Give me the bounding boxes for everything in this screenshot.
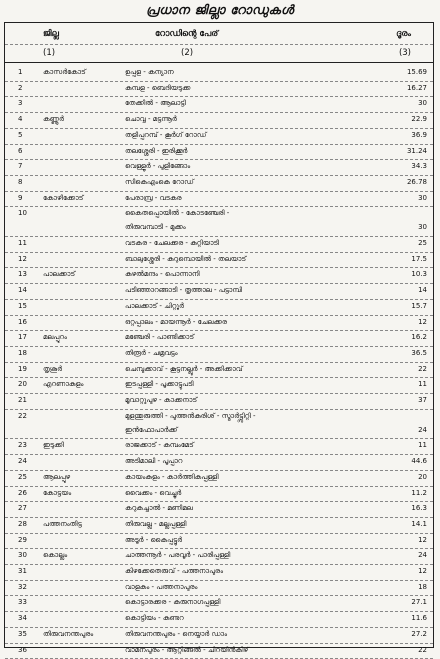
row-number: 29: [18, 536, 27, 544]
road-name: തേക്കിൽ - ആലാട്ടി: [125, 99, 186, 108]
table-row: [5, 160, 433, 176]
road-length: 30: [418, 99, 427, 107]
row-number: 23: [18, 441, 27, 449]
district-name: ആലപ്പുഴ: [43, 473, 70, 482]
col-number-1: (1): [43, 48, 55, 58]
row-number: 33: [18, 598, 27, 606]
row-number: 2: [18, 84, 22, 92]
road-length: 18: [418, 583, 427, 591]
road-length: 25: [418, 239, 427, 247]
table-row: [5, 455, 433, 471]
row-number: 26: [18, 489, 27, 497]
table-row: [5, 471, 433, 487]
row-number: 21: [18, 396, 27, 404]
table-row: [5, 66, 433, 82]
road-length: 27.2: [411, 630, 427, 638]
row-number: 30: [18, 551, 27, 559]
road-name: തലശ്ശേരി - ഇരിക്കൂർ: [125, 147, 187, 156]
table-row: [5, 284, 433, 300]
district-name: പാലക്കാട്: [43, 270, 75, 279]
table-row: [5, 300, 433, 316]
header-district: ജില്ല: [43, 29, 59, 39]
road-length: 30: [418, 223, 427, 231]
row-number: 1: [18, 68, 22, 76]
table-row: [5, 331, 433, 347]
table-row: [5, 518, 433, 534]
district-name: മലപ്പുറം: [43, 333, 67, 342]
district-name: കണ്ണൂർ: [43, 115, 64, 124]
header-road-name: റോഡിന്റെ പേര്: [155, 29, 218, 39]
district-name: തിരുവനന്തപുരം: [43, 630, 93, 639]
road-name: അടൂർ - കൈപ്പട്ടൂർ: [125, 536, 182, 545]
row-number: 9: [18, 194, 22, 202]
road-length: 22: [418, 646, 427, 654]
row-number: 5: [18, 131, 22, 139]
row-number: 10: [18, 209, 27, 217]
row-number: 35: [18, 630, 27, 638]
row-number: 31: [18, 567, 27, 575]
table-row: [5, 268, 433, 284]
row-number: 12: [18, 255, 27, 263]
district-name: എറണാകുളം: [43, 380, 83, 389]
road-length: 30: [418, 194, 427, 202]
row-number: 36: [18, 646, 27, 654]
road-name: സികെഎംകെ റോഡ്: [125, 178, 194, 187]
table-row: [5, 192, 433, 208]
road-length: 11.2: [411, 489, 427, 497]
road-length: 11.6: [411, 614, 427, 622]
table-row: [5, 565, 433, 581]
road-length: 31.24: [407, 147, 427, 155]
road-name: മുളന്തുരുത്തി - പുത്തൻകുരിശ് - സ്മാർട്ട്സിറ്റി -: [125, 412, 256, 421]
road-length: 16.2: [411, 333, 427, 341]
district-name: കോഴിക്കോട്: [43, 194, 83, 203]
road-length: 26.78: [407, 178, 427, 186]
road-length: 20: [418, 473, 427, 481]
road-name: പേരാമ്പ്ര - വടകര: [125, 194, 182, 203]
road-length: 34.3: [411, 162, 427, 170]
table-row: [5, 549, 433, 565]
road-length: 36.9: [411, 131, 427, 139]
road-name: വൈക്കം - വെച്ചൂർ: [125, 489, 181, 498]
road-name: കിഴക്കേതെരുവ് - പത്തനാപുരം: [125, 567, 223, 576]
road-length: 12: [418, 567, 427, 575]
road-length: 17.5: [411, 255, 427, 263]
road-name: ഇടപ്പള്ളി - പൂക്കാട്ടുപടി: [125, 380, 193, 389]
table-row: [5, 502, 433, 518]
table-row: [5, 394, 433, 410]
row-number: 34: [18, 614, 27, 622]
table-row: [5, 596, 433, 612]
road-name: പടിഞ്ഞാറങ്ങാടി - തൃത്താല - പട്ടാമ്പി: [125, 286, 242, 295]
road-name: തിരൂർ - ചമ്രവട്ടം: [125, 349, 178, 358]
row-number: 20: [18, 380, 27, 388]
table-row: [5, 581, 433, 597]
road-name: കുമ്പള - ബെദിയടുക്ക: [125, 84, 190, 93]
road-name: കറുകച്ചാൽ - മണിമല: [125, 504, 193, 513]
road-length: 44.6: [411, 457, 427, 465]
table-row: [5, 253, 433, 269]
page-title: പ്രധാന ജില്ലാ റോഡുകൾ: [0, 2, 440, 18]
header-distance: ദൂരം: [396, 29, 411, 39]
table-row: [5, 176, 433, 192]
table-row: [5, 145, 433, 161]
road-length: 27.1: [411, 598, 427, 606]
table-row: [5, 644, 433, 659]
col-number-3: (3): [399, 48, 411, 58]
road-name: കൊട്ടിയം - കുണ്ടറ: [125, 614, 184, 623]
col-number-2: (2): [181, 48, 193, 58]
road-length: 37: [418, 396, 427, 404]
road-name: ചൊവ്വ - മട്ടന്നൂർ: [125, 115, 177, 124]
header-divider: [5, 44, 433, 45]
row-number: 18: [18, 349, 27, 357]
road-length: 14.1: [411, 520, 427, 528]
row-number: 28: [18, 520, 27, 528]
row-number: 6: [18, 147, 22, 155]
row-number: 24: [18, 457, 27, 465]
district-name: ഇടുക്കി: [43, 441, 64, 450]
road-length: 15.69: [407, 68, 427, 76]
district-name: കോട്ടയം: [43, 489, 71, 498]
road-name: മൂവാറ്റുപുഴ - കാക്കനാട്: [125, 396, 197, 405]
road-length: 10.3: [411, 270, 427, 278]
table-row: [5, 129, 433, 145]
road-name: വാളകം - പത്തനാപുരം: [125, 583, 197, 592]
table-row: [5, 410, 433, 440]
road-name: കായംകുളം - കാർത്തികപ്പള്ളി: [125, 473, 219, 482]
table-row: [5, 207, 433, 237]
road-name: രാജക്കാട് - കമ്പംമേട്: [125, 441, 194, 450]
row-number: 25: [18, 473, 27, 481]
road-length: 22.9: [411, 115, 427, 123]
road-name: ചെമ്പുക്കാവ് - കൂട്ടനല്ലൂർ - അക്കിക്കാവ്: [125, 365, 243, 374]
table-row: [5, 612, 433, 628]
road-name: അടിമാലി - പൂപ്പാറ: [125, 457, 182, 466]
road-length: 14: [418, 286, 427, 294]
road-length: 12: [418, 318, 427, 326]
road-length: 36.5: [411, 349, 427, 357]
table-row: [5, 487, 433, 503]
road-name: ചാത്തന്നൂർ - പരവൂർ - പാരിപ്പള്ളി: [125, 551, 230, 560]
table-row: [5, 316, 433, 332]
row-number: 13: [18, 270, 27, 278]
table-row: [5, 237, 433, 253]
district-name: കാസർകോട്: [43, 68, 86, 77]
table-row: [5, 113, 433, 129]
road-name: ഉപ്പള - കന്യാന: [125, 68, 174, 77]
road-name-continued: ഇൻഫോപാർക്ക്: [125, 426, 178, 435]
road-name: ബാലുശ്ശേരി - കുറുമ്പൊയിൽ - തലയാട്: [125, 255, 246, 264]
table-row: [5, 97, 433, 113]
row-number: 22: [18, 412, 27, 420]
roads-table: [4, 22, 434, 648]
road-name: തിരുവനന്തപുരം - നെയ്യാർ ഡാം: [125, 630, 227, 639]
road-name: വടകര - ചേലക്കര - കുറ്റിയാടി: [125, 239, 219, 248]
district-name: തൃശൂർ: [43, 365, 62, 374]
road-length: 12: [418, 536, 427, 544]
table-row: [5, 628, 433, 644]
row-number: 11: [18, 239, 27, 247]
road-length: 22: [418, 365, 427, 373]
row-number: 32: [18, 583, 27, 591]
district-name: പത്തനംതിട്ട: [43, 520, 82, 529]
road-name: വെള്ളൂർ - പുളിങ്ങോം: [125, 162, 190, 171]
row-number: 16: [18, 318, 27, 326]
road-name: പാലക്കാട് - ചിറ്റൂർ: [125, 302, 184, 311]
table-row: [5, 347, 433, 363]
table-row: [5, 534, 433, 550]
row-number: 27: [18, 504, 27, 512]
district-name: കൊല്ലം: [43, 551, 67, 560]
road-length: 11: [418, 441, 427, 449]
row-number: 17: [18, 333, 27, 341]
table-row: [5, 439, 433, 455]
table-row: [5, 363, 433, 379]
row-number: 7: [18, 162, 22, 170]
road-length: 16.3: [411, 504, 427, 512]
table-row: [5, 82, 433, 98]
row-number: 8: [18, 178, 22, 186]
row-number: 4: [18, 115, 22, 123]
road-name: കൊട്ടാരക്കര - കരുനാഗപ്പള്ളി: [125, 598, 220, 607]
road-name-continued: തിരുവമ്പാടി - മുക്കം: [125, 223, 186, 232]
road-length: 24: [418, 551, 427, 559]
road-name: മഞ്ചേരി - പാണ്ടിക്കാട്: [125, 333, 194, 342]
road-name: ഒറ്റപ്പാലം - മായന്നൂർ - ചേലക്കര: [125, 318, 227, 327]
road-name: വാമനപുരം - ആറ്റിങ്ങൽ - ചിറയിൻകീഴ്: [125, 646, 248, 655]
road-name: കൈതപ്പൊയിൽ - കോടഞ്ചേരി -: [125, 209, 229, 218]
row-number: 15: [18, 302, 27, 310]
road-length: 15.7: [411, 302, 427, 310]
row-number: 3: [18, 99, 22, 107]
road-length: 16.27: [407, 84, 427, 92]
table-row: [5, 378, 433, 394]
row-number: 19: [18, 365, 27, 373]
road-length: 24: [418, 426, 427, 434]
row-number: 14: [18, 286, 27, 294]
header-bottom-rule: [5, 62, 433, 63]
road-length: 11: [418, 380, 427, 388]
road-name: കുഴൽമന്ദം - പൊന്നാനി: [125, 270, 200, 279]
road-name: തിരുവല്ല - മല്ലപ്പള്ളി: [125, 520, 186, 529]
road-name: തളിപ്പറമ്പ് - കൂർഗ് റോഡ്: [125, 131, 206, 140]
